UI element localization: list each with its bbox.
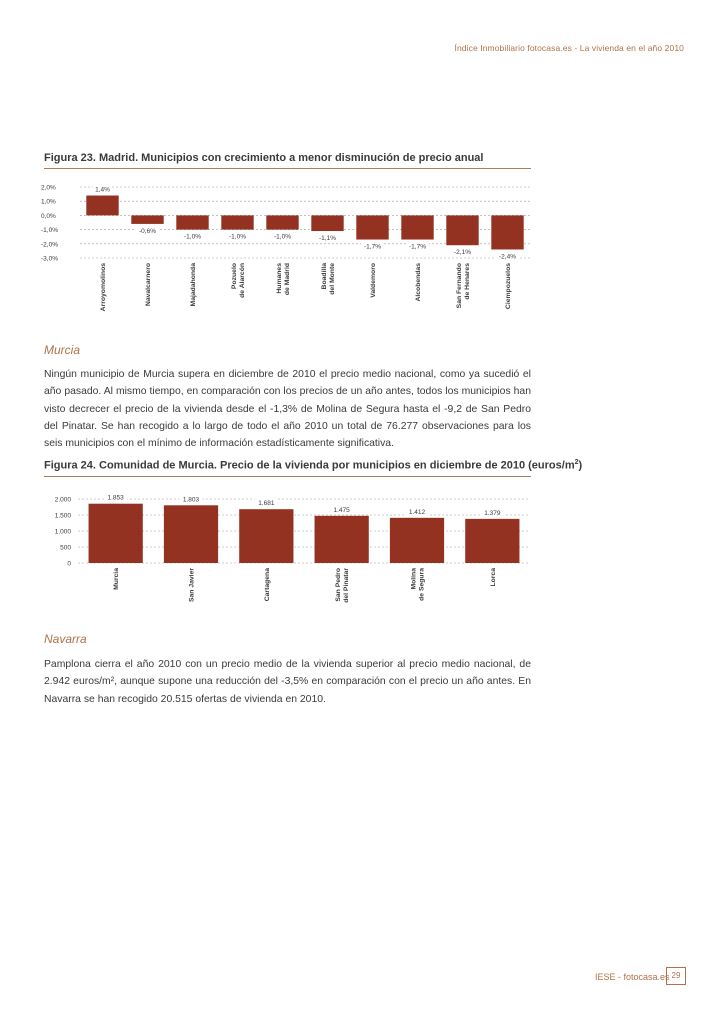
figure-23-title: Figura 23. Madrid. Municipios con crecimiento a menor disminución de precio anual xyxy=(44,152,531,169)
murcia-paragraph: Ningún municipio de Murcia supera en diciembre de 2010 el precio medio nacional, como ya sucedió el año pasado. Al mismo tiempo, en comparación con los precios de un año antes, todos los municipios han visto decrecer el precio de la vivienda desde el -1,3% de Molina de Segura hasta el -9,2 de San Pedro del Pinatar. Se han recogido a lo largo de todo el año 2010 un total de 76.277 observaciones para los seis municipios con el mínimo de información estadísticamente significativa. xyxy=(44,369,531,450)
fig24-y-tick-label: 0 xyxy=(67,560,71,568)
fig24-category-label: Cartagena xyxy=(263,568,271,602)
fig23-bar xyxy=(176,215,208,229)
fig23-bar xyxy=(446,215,478,245)
fig24-bar xyxy=(465,519,519,563)
fig24-data-label: 1.475 xyxy=(333,506,350,514)
fig23-category-label: Ciempozuelos xyxy=(505,263,512,310)
fig23-y-tick-label: -1,0% xyxy=(41,227,58,235)
fig23-bar xyxy=(131,215,163,224)
fig24-category-label: Lorca xyxy=(489,568,497,587)
fig23-category-label: Arroyomolinos xyxy=(100,263,107,312)
footer-source: IESE - fotocasa.es xyxy=(595,972,670,982)
fig23-data-label: -1,1% xyxy=(319,235,336,243)
fig23-category-label: San Fernando xyxy=(456,263,463,309)
fig24-data-label: 1.681 xyxy=(258,500,275,508)
fig24-data-label: 1.379 xyxy=(484,509,501,517)
fig23-data-label: -1,7% xyxy=(364,243,381,251)
fig23-category-label: Navalcarnero xyxy=(145,263,152,307)
fig23-y-tick-label: -2,0% xyxy=(41,241,58,249)
fig23-category-label: de Madrid xyxy=(284,263,291,296)
fig23-category-label: del Monte xyxy=(329,263,336,295)
fig23-bar xyxy=(221,215,253,229)
fig23-data-label: -1,0% xyxy=(229,233,246,241)
fig24-data-label: 1.853 xyxy=(107,494,124,502)
navarra-heading: Navarra xyxy=(44,632,87,646)
fig24-bar xyxy=(390,518,444,563)
fig23-bar xyxy=(311,215,343,231)
fig23-category-label: Pozuelo xyxy=(231,263,238,290)
fig23-bar xyxy=(86,196,118,216)
fig23-y-tick-label: 2,0% xyxy=(41,184,56,192)
fig24-y-tick-label: 1.000 xyxy=(54,528,71,536)
fig23-data-label: -1,0% xyxy=(184,233,201,241)
fig23-data-label: -2,4% xyxy=(499,253,516,261)
fig24-category-label: de Segura xyxy=(418,568,426,601)
fig23-category-label: Boadilla xyxy=(321,263,328,290)
fig24-y-tick-label: 1.500 xyxy=(54,512,71,520)
fig23-bar xyxy=(356,215,388,239)
fig23-data-label: -1,0% xyxy=(274,233,291,241)
navarra-paragraph: Pamplona cierra el año 2010 con un precio medio de la vivienda superior al precio medio nacional, de 2.942 euros/m², aunque supone una reducción del -3,5% en comparación con el precio un año antes. En Navarra se han recogido 20.515 ofertas de vivienda en 2010. xyxy=(44,659,531,705)
fig24-data-label: 1.803 xyxy=(182,496,200,504)
fig23-data-label: -2,1% xyxy=(454,249,471,257)
fig23-category-label: Majadahonda xyxy=(190,263,197,307)
fig24-bar xyxy=(89,504,143,563)
fig24-bar xyxy=(239,509,293,563)
fig23-bar xyxy=(401,215,433,239)
fig23-category-label: Valdemoro xyxy=(370,263,377,298)
fig23-y-tick-label: 0,0% xyxy=(41,212,56,220)
fig23-category-label: de Henares xyxy=(464,263,471,300)
fig24-data-label: 1.412 xyxy=(408,508,426,516)
fig23-category-label: de Alarcón xyxy=(239,263,246,298)
running-header: Índice Inmobiliario fotocasa.es - La vivienda en el año 2010 xyxy=(454,43,684,53)
figure-24-title-end: ) xyxy=(578,459,583,472)
figure-24-title-sup: 2 xyxy=(574,459,579,466)
fig24-category-label: del Pinatar xyxy=(343,568,351,603)
fig23-bar xyxy=(266,215,298,229)
figure-24-title xyxy=(44,459,583,477)
fig24-bar xyxy=(315,516,369,563)
fig23-category-label: Alcobendas xyxy=(415,263,422,302)
fig23-y-tick-label: 1,0% xyxy=(41,198,56,206)
fig24-y-tick-label: 500 xyxy=(60,544,71,552)
fig24-y-tick-label: 2.000 xyxy=(54,496,71,504)
fig24-category-label: Molina xyxy=(410,568,418,590)
fig23-category-label: Humanes xyxy=(276,263,283,294)
fig23-bar xyxy=(491,215,523,249)
murcia-heading: Murcia xyxy=(44,343,81,357)
fig23-data-label: -1,7% xyxy=(409,243,426,251)
fig23-data-label: -0,6% xyxy=(139,227,156,235)
fig24-category-label: San Pedro xyxy=(335,568,343,602)
page-number: 29 xyxy=(666,967,686,985)
fig23-data-label: 1,4% xyxy=(95,186,110,194)
figure-23-chart xyxy=(40,178,540,328)
fig23-y-tick-label: -3,0% xyxy=(41,255,58,263)
fig24-bar xyxy=(164,505,218,563)
figure-24-title-main: Figura 24. Comunidad de Murcia. Precio de la vivienda por municipios en diciembre de 2010 (euros/m xyxy=(44,459,575,472)
fig24-category-label: Murcia xyxy=(113,568,121,590)
fig24-category-label: San Javier xyxy=(188,568,196,603)
figure-24-chart xyxy=(40,490,540,615)
